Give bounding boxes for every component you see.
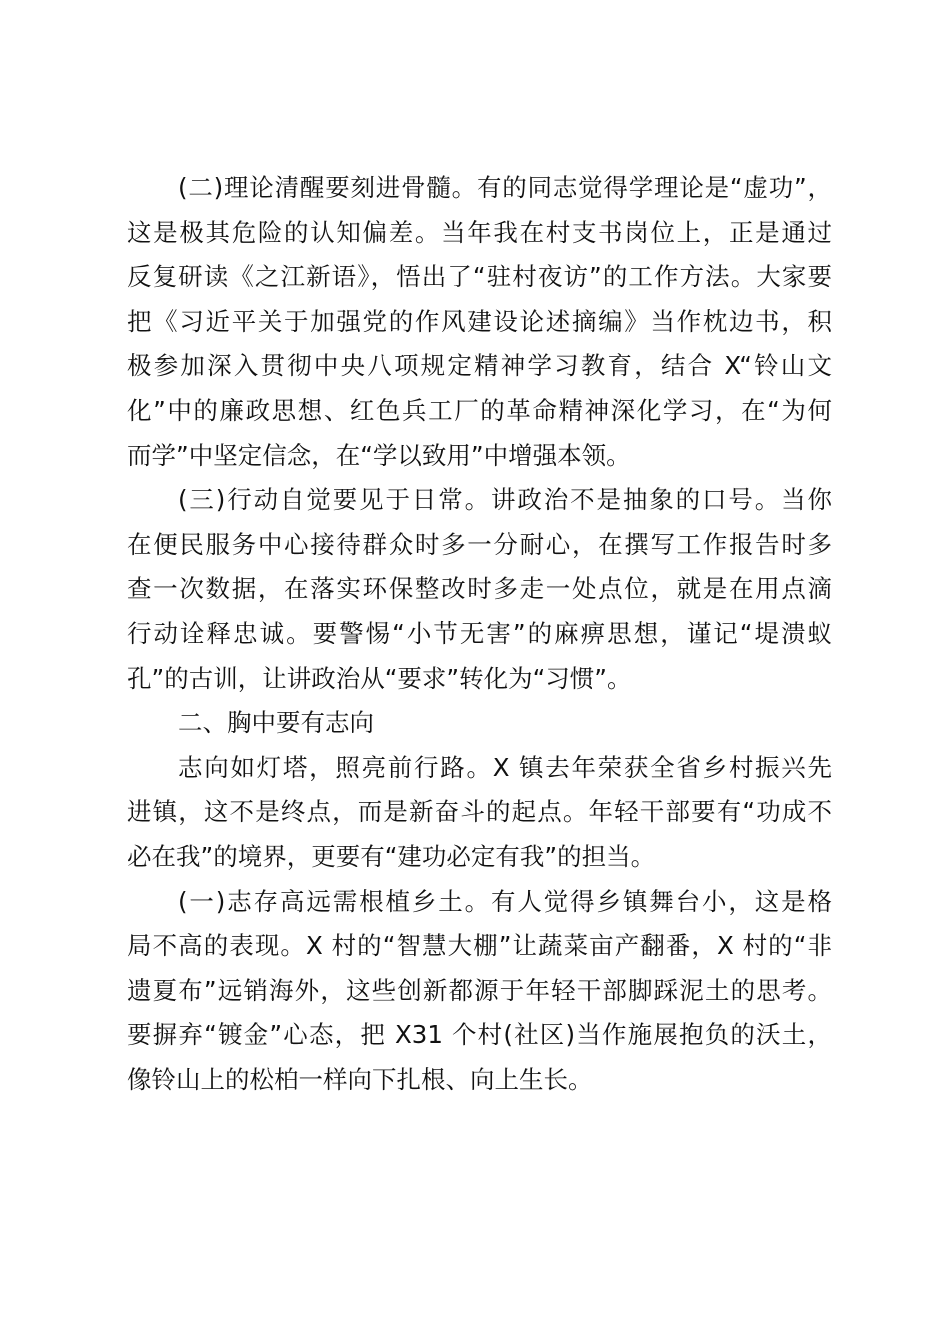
heading-text: 二、胸中要有志向 (178, 708, 374, 738)
text-line: 局不高的表现。X 村的“智慧大棚”让蔬菜亩产翻番，X 村的“非 (127, 931, 832, 961)
paragraph-rooted (127, 880, 832, 1103)
text-line: 极参加深入贯彻中央八项规定精神学习教育，结合 X“铃山文 (127, 351, 832, 381)
text-line: 而学”中坚定信念，在“学以致用”中增强本领。 (127, 440, 631, 470)
paragraph-aspiration (127, 746, 832, 880)
text-line: 像铃山上的松柏一样向下扎根、向上生长。 (127, 1064, 593, 1094)
text-line: 行动诠释忠诚。要警惕“小节无害”的麻痹思想，谨记“堤溃蚁 (127, 618, 832, 648)
paragraph-action (127, 478, 832, 701)
paragraph-theory (127, 166, 832, 478)
text-line: (一)志存高远需根植乡土。有人觉得乡镇舞台小，这是格 (178, 886, 832, 916)
text-line: 志向如灯塔，照亮前行路。X 镇去年荣获全省乡村振兴先 (178, 752, 832, 782)
text-line: 反复研读《之江新语》，悟出了“驻村夜访”的工作方法。大家要 (127, 262, 832, 292)
text-line: 遗夏布”远销海外，这些创新都源于年轻干部脚踩泥土的思考。 (127, 975, 832, 1005)
text-line: 要摒弃“镀金”心态，把 X31 个村(社区)当作施展抱负的沃土， (127, 1020, 832, 1050)
text-line: 孔”的古训，让讲政治从“要求”转化为“习惯”。 (127, 663, 632, 693)
text-line: (二)理论清醒要刻进骨髓。有的同志觉得学理论是“虚功”， (178, 173, 832, 202)
text-line: 化”中的廉政思想、红色兵工厂的革命精神深化学习，在“为何 (127, 395, 832, 425)
text-line: 这是极其危险的认知偏差。当年我在村支书岗位上，正是通过 (127, 217, 832, 247)
text-line: 查一次数据，在落实环保整改时多走一处点位，就是在用点滴 (127, 574, 832, 604)
document-body (127, 166, 832, 1102)
section-heading (127, 701, 832, 746)
text-line: 把《习近平关于加强党的作风建设论述摘编》当作枕边书，积 (127, 306, 832, 336)
text-line: (三)行动自觉要见于日常。讲政治不是抽象的口号。当你 (178, 485, 832, 515)
text-line: 必在我”的境界，更要有“建功必定有我”的担当。 (127, 841, 656, 871)
text-line: 在便民服务中心接待群众时多一分耐心，在撰写工作报告时多 (127, 529, 832, 559)
text-line: 进镇，这不是终点，而是新奋斗的起点。年轻干部要有“功成不 (127, 797, 832, 827)
